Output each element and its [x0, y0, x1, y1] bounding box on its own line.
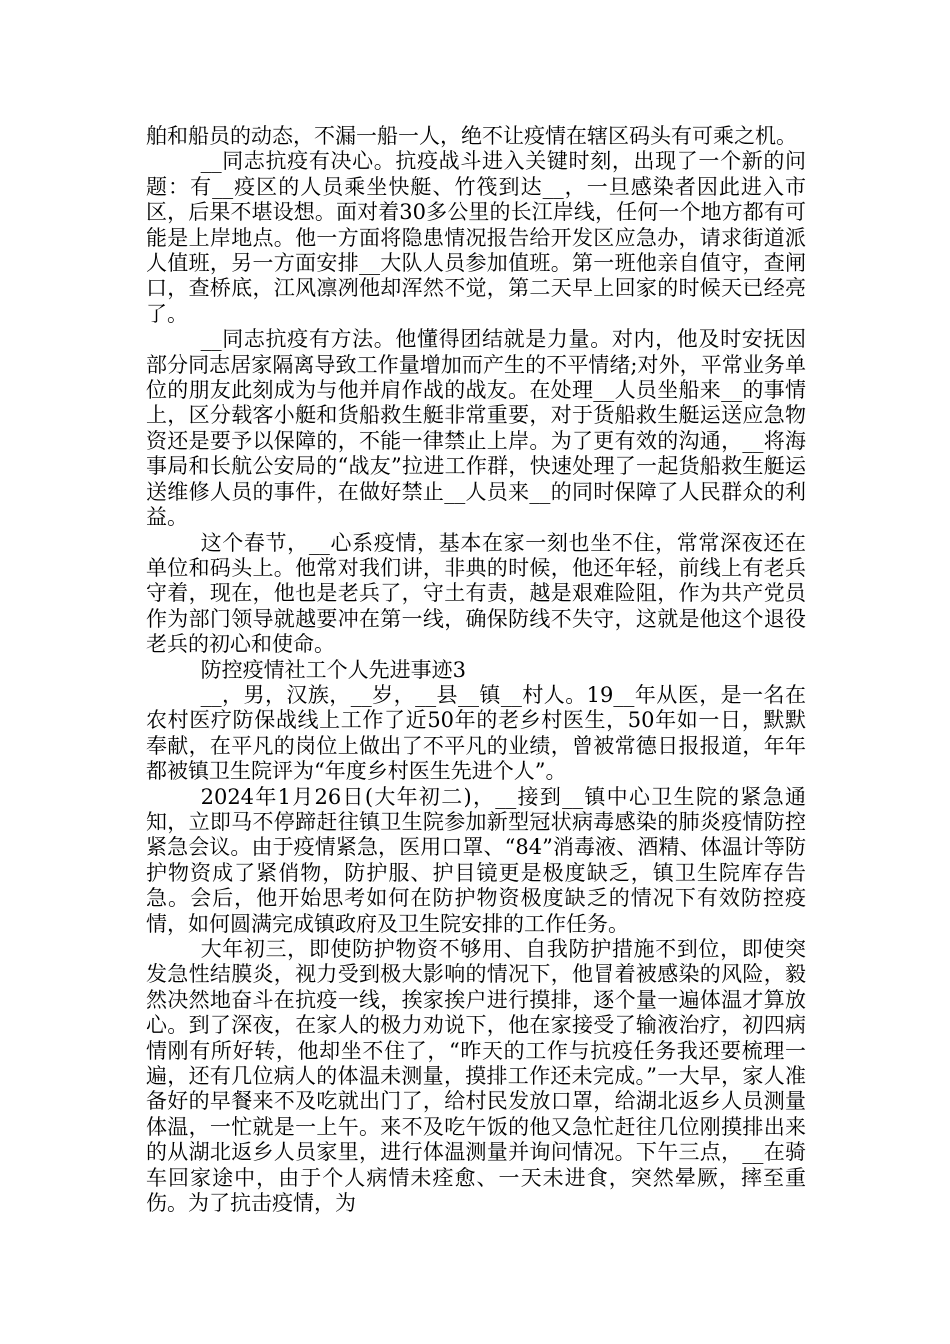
paragraph-1: 舶和船员的动态，不漏一船一人，绝不让疫情在辖区码头有可乘之机。 [146, 124, 797, 148]
paragraph-8: 大年初三，即使防护物资不够用、自我防护措施不到位，即使突发急性结膜炎，视力受到极大影响的情况下，他冒着被感染的风险，毅然决然地奋斗在抗疫一线，挨家挨户进行摸排，逐个量一遍体温才算放心。到了深夜，在家人的极力劝说下，他在家接受了输液治疗，初四病情刚有所好转，他却坐不住了，“昨天的工作与抗疫任务我还要梳理一遍，还有几位病人的体温未测量，摸排工作还未完成。”一大早，家人准备好的早餐来不及吃就出门了，给村民发放口罩，给湖北返乡人员测量体温，一忙就是一上午。来不及吃午饭的他又急忙赶往几位刚摸排出来的从湖北返乡人员家里，进行体温测量并询问情况。下午三点，__在骑车回家途中，由于个人病情未痊愈、一天未进食，突然晕厥，摔至重伤。为了抗击疫情，为 [146, 937, 806, 1216]
section-heading: 防控疫情社工个人先进事迹3 [200, 657, 466, 682]
paragraph-2: __同志抗疫有决心。抗疫战斗进入关键时刻，出现了一个新的问题：有__疫区的人员乘坐快艇、竹筏到达__，一旦感染者因此进入市区，后果不堪设想。面对着30多公里的长江岸线，任何一个地方都有可能是上岸地点。他一方面将隐患情况报告给开发区应急办，请求街道派人值班，另一方面安排__大队人员参加值班。第一班他亲自值守，查闸口，查桥底，江风凛冽他却浑然不觉，第二天早上回家的时候天已经亮了。 [146, 149, 806, 326]
paragraph-3: __同志抗疫有方法。他懂得团结就是力量。对内，他及时安抚因部分同志居家隔离导致工作量增加而产生的不平情绪;对外，平常业务单位的朋友此刻成为与他并肩作战的战友。在处理__人员坐船来__的事情上，区分载客小艇和货船救生艇非常重要，对于货船救生艇运送应急物资还是要予以保障的，不能一律禁止上岸。为了更有效的沟通，__将海事局和长航公安局的“战友”拉进工作群，快速处理了一起货船救生艇运送维修人员的事件，在做好禁止__人员来__的同时保障了人民群众的利益。 [146, 327, 806, 530]
paragraph-7: 2024年1月26日(大年初二)，__接到__镇中心卫生院的紧急通知，立即马不停蹄赶往镇卫生院参加新型冠状病毒感染的肺炎疫情防控紧急会议。由于疫情紧急，医用口罩、“84”消毒液、酒精、体温计等防护物资成了紧俏物，防护服、护目镜更是极度缺乏，镇卫生院库存告急。会后，他开始思考如何在防护物资极度缺乏的情况下有效防控疫情，如何圆满完成镇政府及卫生院安排的工作任务。 [146, 784, 806, 936]
paragraph-4: 这个春节，__心系疫情，基本在家一刻也坐不住，常常深夜还在单位和码头上。他常对我们讲，非典的时候，他还年轻，前线上有老兵守着，现在，他也是老兵了，守土有责，越是艰难险阻，作为共产党员作为部门领导就越要冲在第一线，确保防线不失守，这就是他这个退役老兵的初心和使命。 [146, 530, 806, 657]
paragraph-6: __，男，汉族，__岁，__县__镇__村人。19__年从医，是一名在农村医疗防保战线上工作了近50年的老乡村医生，50年如一日，默默奉献，在平凡的岗位上做出了不平凡的业绩，曾被常德日报报道，年年都被镇卫生院评为“年度乡村医生先进个人”。 [146, 682, 806, 784]
document-body [146, 124, 806, 1216]
